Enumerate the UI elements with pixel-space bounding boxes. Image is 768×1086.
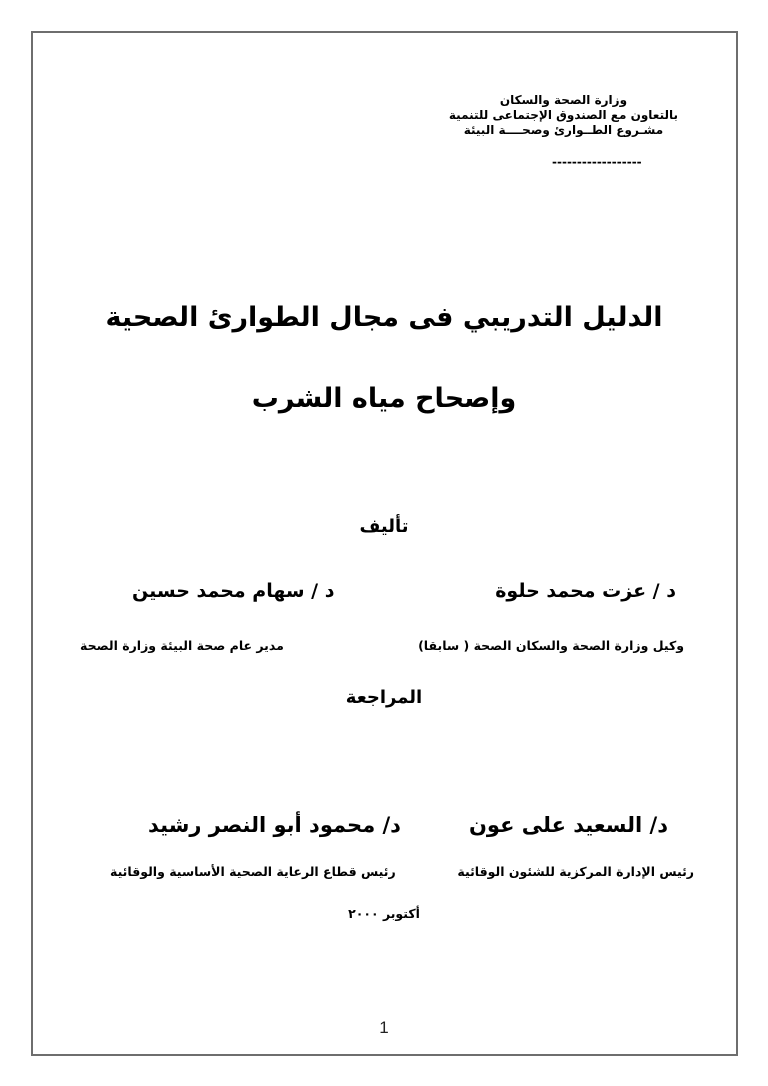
header-line-project: مشـروع الطــوارئ وصحــــة البيئة	[463, 123, 664, 137]
publication-date: أكتوبر ٢٠٠٠	[348, 906, 420, 921]
review-heading: المراجعة	[345, 687, 423, 708]
reviewer-name-1: د/ السعيد على عون	[469, 813, 668, 837]
document-subtitle: وإصحاح مياه الشرب	[251, 383, 517, 414]
page-border	[31, 31, 738, 1056]
authorship-heading: تأليف	[359, 516, 409, 537]
reviewer-role-2: رئيس قطاع الرعاية الصحية الأساسية والوقائية	[110, 864, 396, 879]
page-number: 1	[379, 1018, 389, 1037]
author-role-1: وكيل وزارة الصحة والسكان الصحة ( سابقا)	[418, 638, 684, 653]
issuing-organization-header	[449, 93, 678, 138]
author-role-2: مدير عام صحة البيئة وزارة الصحة	[80, 638, 284, 653]
reviewer-role-1: رئيس الإدارة المركزية للشئون الوقائية	[457, 864, 694, 879]
author-name-1: د / عزت محمد حلوة	[495, 580, 676, 602]
document-title: الدليل التدريبي فى مجال الطوارئ الصحية	[105, 302, 663, 333]
header-line-ministry: وزارة الصحة والسكان	[499, 93, 628, 107]
reviewer-name-2: د/ محمود أبو النصر رشيد	[148, 813, 401, 837]
author-name-2: د / سهام محمد حسين	[132, 580, 335, 602]
header-separator: ------------------	[552, 155, 642, 169]
header-line-social-fund: بالتعاون مع الصندوق الإجتماعى للتنمية	[448, 108, 678, 122]
